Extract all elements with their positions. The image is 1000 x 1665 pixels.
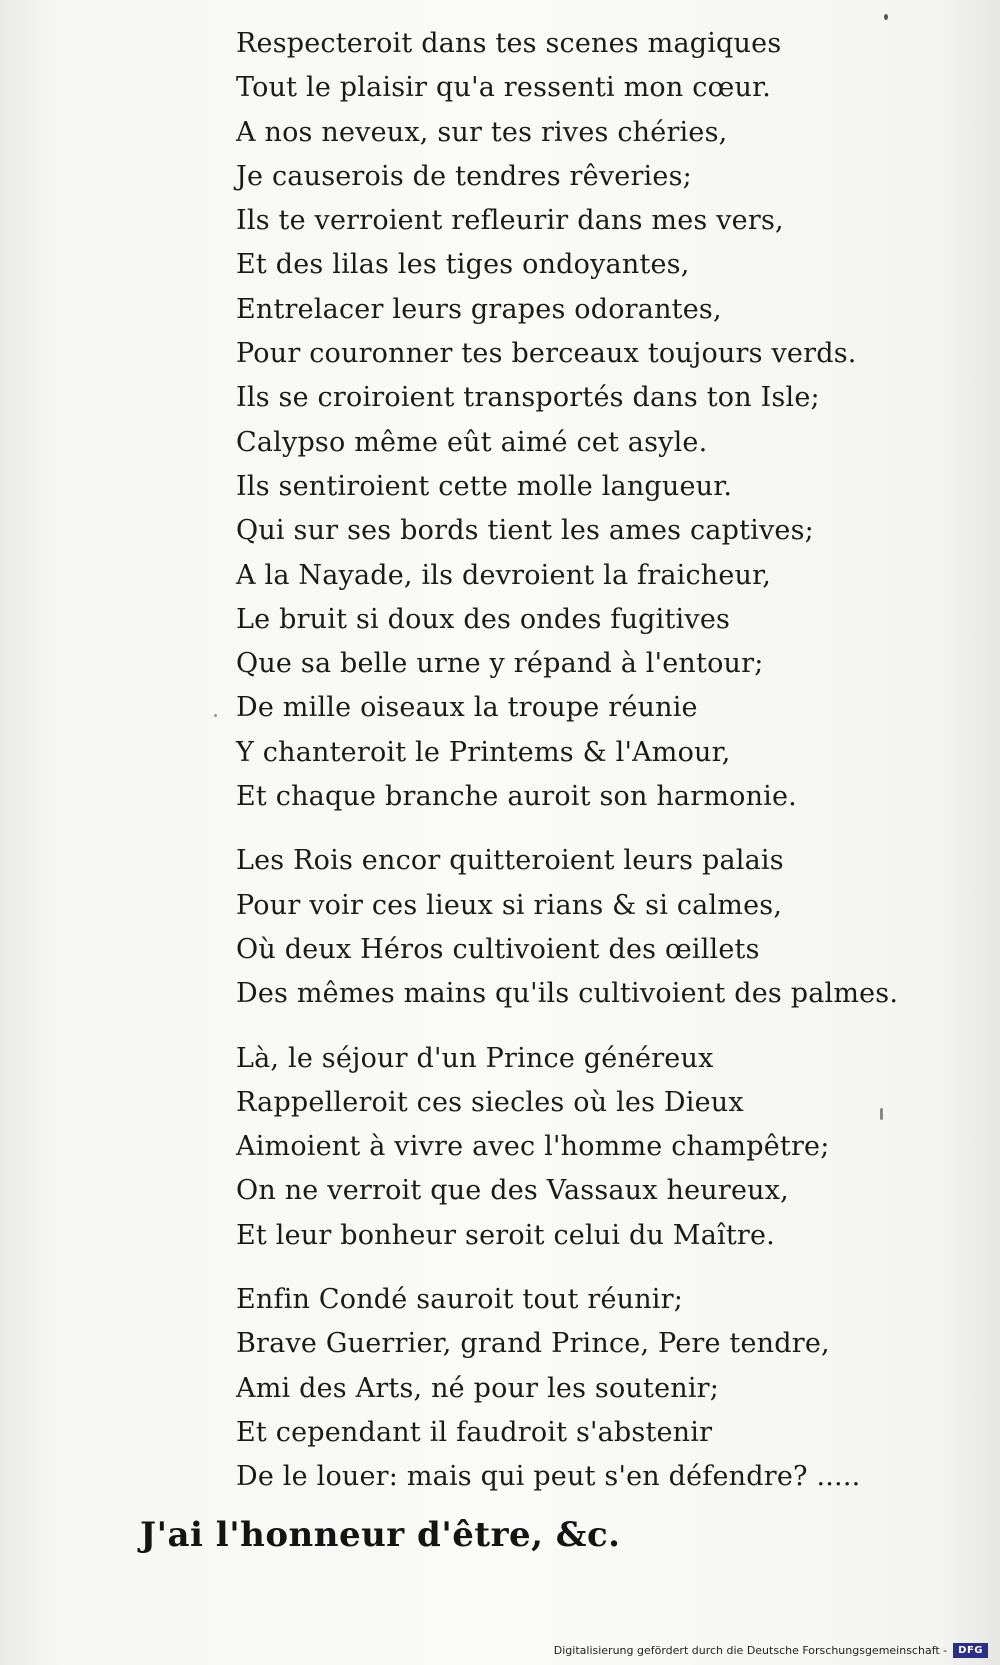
verse-line: Les Rois encor quitteroient leurs palais [236,845,784,877]
verse-line: Aimoient à vivre avec l'homme champêtre; [236,1131,830,1163]
stanza-3 [236,1037,896,1258]
funding-credit: Digitalisierung gefördert durch die Deutsche Forschungsgemeinschaft - [553,1643,948,1657]
verse-line: Calypso même eût aimé cet asyle. [236,426,708,458]
verse-line: Des mêmes mains qu'ils cultivoient des palmes. [236,978,899,1010]
ink-speck [884,14,888,20]
verse-line: Et des lilas les tiges ondoyantes, [236,249,690,281]
verse-line: Pour voir ces lieux si rians & si calmes, [236,889,783,921]
verse-line: Enfin Condé sauroit tout réunir; [236,1284,684,1316]
verse-line: Où deux Héros cultivoient des œillets [236,933,760,965]
closing-salutation: J'ai l'honneur d'être, &c. [140,1515,621,1555]
verse-line: Le bruit si doux des ondes fugitives [236,603,731,635]
verse-line: Entrelacer leurs grapes odorantes, [236,293,722,325]
verse-line: Ils se croiroient transportés dans ton Isle; [236,382,820,414]
verse-line: Tout le plaisir qu'a ressenti mon cœur. [236,72,771,104]
stanza-gap [236,1258,896,1278]
stanza-gap [236,1017,896,1037]
verse-line: Respecteroit dans tes scenes magiques [236,28,782,59]
verse-line: Et cependant il faudroit s'abstenir [236,1416,713,1448]
verse-line: De le louer: mais qui peut s'en défendre? ..... [236,1461,861,1493]
verse-line: Rappelleroit ces siecles où les Dieux [236,1086,744,1118]
verse-line: Et leur bonheur seroit celui du Maître. [236,1219,775,1251]
verse-line: Ils te verroient refleurir dans mes vers, [236,205,784,237]
verse-line: Pour couronner tes berceaux toujours verds. [236,338,857,370]
stanza-4 [236,1278,896,1499]
stanza-1 [236,22,896,819]
verse-line: Y chanteroit le Printems & l'Amour, [236,736,731,768]
verse-line: Que sa belle urne y répand à l'entour; [236,648,764,680]
digitization-footer [554,1639,988,1661]
ink-speck [880,1108,883,1120]
verse-line: Là, le séjour d'un Prince généreux [236,1042,714,1074]
verse-line: Brave Guerrier, grand Prince, Pere tendre, [236,1328,830,1360]
verse-line: Qui sur ses bords tient les ames captives; [236,515,814,547]
stanza-gap [236,819,896,839]
verse-line: Je causerois de tendres rêveries; [236,160,692,192]
verse-line: De mille oiseaux la troupe réunie [236,692,698,724]
verse-line: A la Nayade, ils devroient la fraicheur, [236,559,772,591]
verse-line: Ami des Arts, né pour les soutenir; [236,1372,720,1404]
verse-line: A nos neveux, sur tes rives chéries, [236,116,728,148]
verse-line: Ils sentiroient cette molle langueur. [236,470,733,502]
verse-line: Et chaque branche auroit son harmonie. [236,781,797,813]
poem-body [236,22,899,1500]
verse-line: On ne verroit que des Vassaux heureux, [236,1175,789,1207]
ink-speck [214,714,217,717]
stanza-2 [236,839,899,1016]
dfg-logo: DFG [953,1643,988,1658]
